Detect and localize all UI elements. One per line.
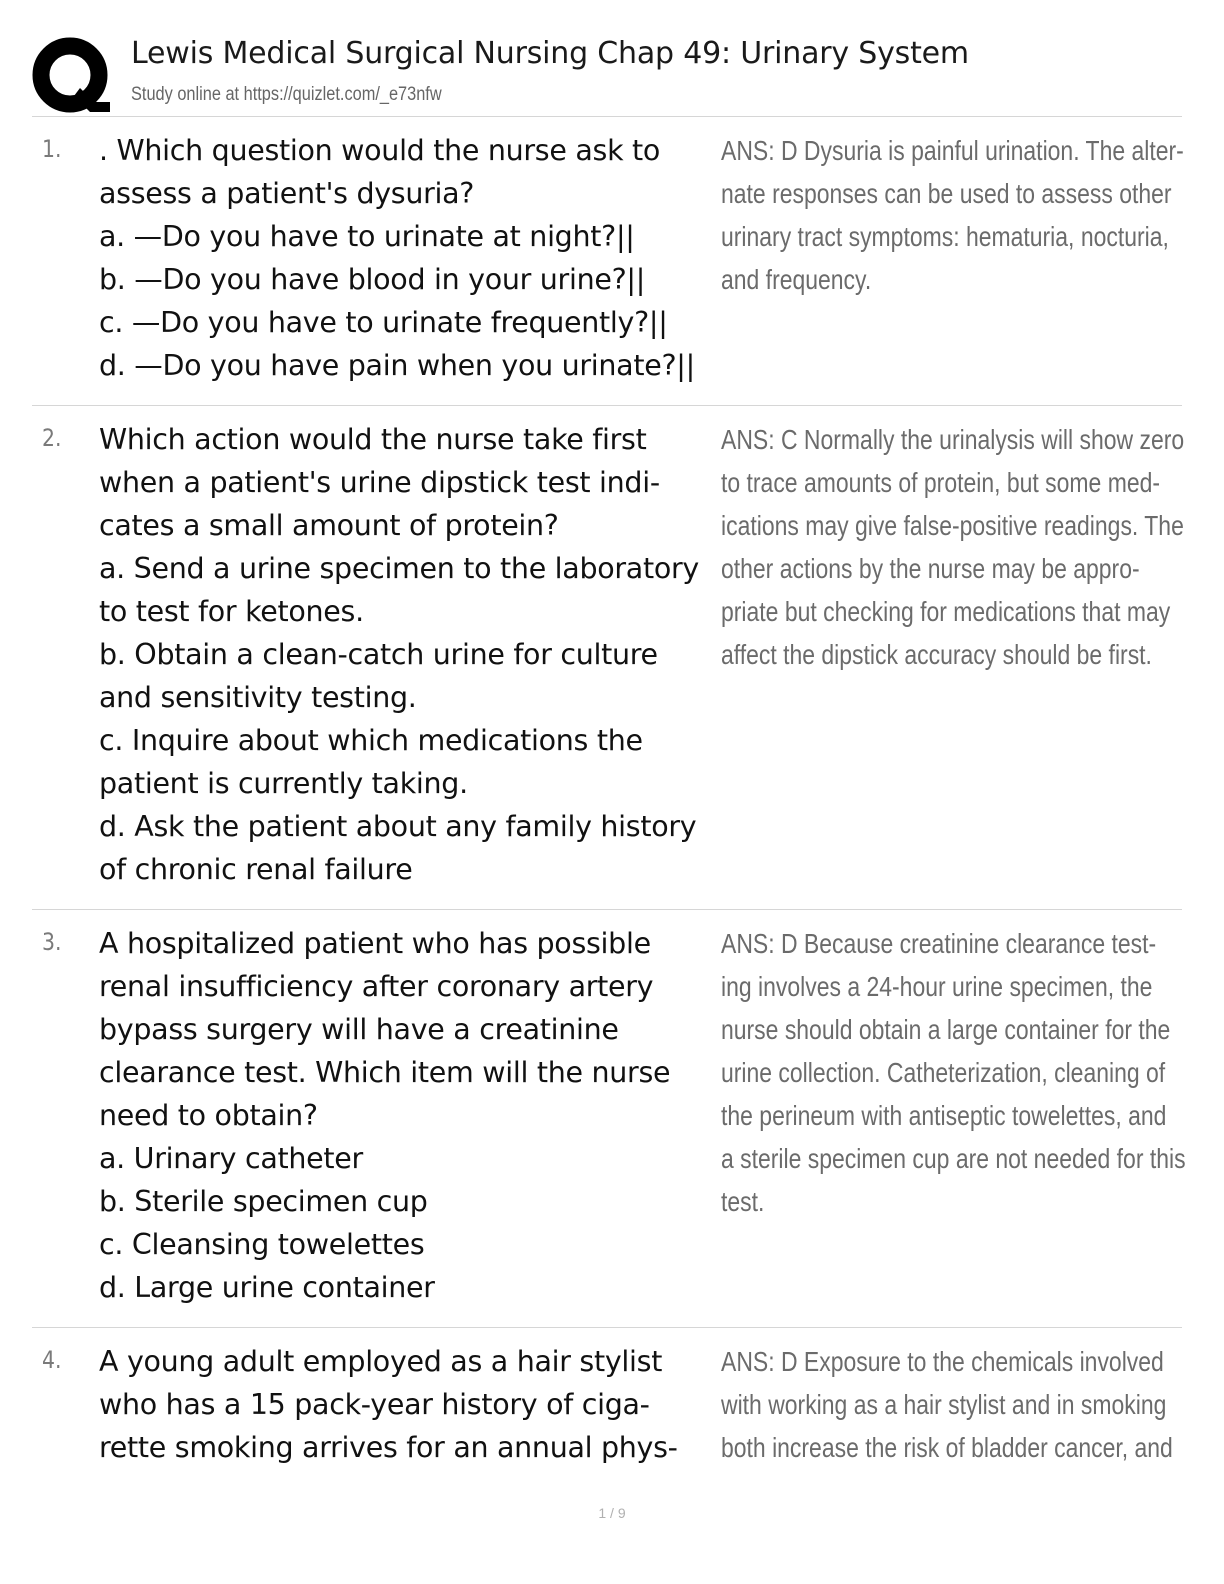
study-online-link[interactable]: Study online at https://quizlet.com/_e73nfw [131, 84, 442, 105]
card-answer [721, 129, 1184, 301]
question-line: d. Ask the patient about any family history [99, 810, 697, 843]
answer-line: ing involves a 24-hour urine specimen, the [721, 971, 1153, 1002]
answer-line: nate responses can be used to assess other [721, 178, 1172, 209]
page-header [32, 30, 1182, 116]
question-line: c. —Do you have to urinate frequently?|| [99, 306, 668, 339]
question-line: d. Large urine container [99, 1271, 435, 1304]
answer-line: urinary tract symptoms: hematuria, nocturia, [721, 221, 1169, 252]
question-line: to test for ketones. [99, 595, 364, 628]
answer-line: with working as a hair stylist and in smoking [721, 1389, 1167, 1420]
answer-line: ANS: D Exposure to the chemicals involved [721, 1346, 1164, 1377]
question-line: . Which question would the nurse ask to [99, 134, 661, 167]
card-answer [721, 922, 1186, 1223]
question-line: b. Sterile specimen cup [99, 1185, 428, 1218]
question-line: a. Send a urine specimen to the laboratory [99, 552, 699, 585]
question-line: a. —Do you have to urinate at night?|| [99, 220, 635, 253]
answer-line: and frequency. [721, 264, 872, 295]
answer-line: ANS: C Normally the urinalysis will show zero [721, 424, 1185, 455]
card-question [99, 1340, 729, 1469]
question-line: A hospitalized patient who has possible [99, 927, 651, 960]
question-line: renal insufficiency after coronary artery [99, 970, 654, 1003]
card-answer [721, 418, 1185, 676]
card-divider [32, 1327, 1182, 1328]
flashcard-3 [32, 922, 1186, 1314]
question-line: c. Inquire about which medications the [99, 724, 643, 757]
card-divider [32, 909, 1182, 910]
header-divider [32, 116, 1182, 117]
card-question [99, 418, 729, 891]
question-line: assess a patient's dysuria? [99, 177, 475, 210]
card-number: 2. [42, 424, 62, 452]
answer-line: both increase the risk of bladder cancer, and [721, 1432, 1173, 1463]
card-number: 3. [42, 928, 62, 956]
page-number: 1 / 9 [598, 1505, 626, 1521]
answer-line: a sterile specimen cup are not needed for this [721, 1143, 1186, 1174]
answer-line: ANS: D Dysuria is painful urination. The alter- [721, 135, 1184, 166]
question-line: cates a small amount of protein? [99, 509, 559, 542]
quizlet-logo-icon [32, 36, 112, 116]
question-line: A young adult employed as a hair stylist [99, 1345, 663, 1378]
card-question [99, 129, 729, 387]
question-line: who has a 15 pack-year history of ciga- [99, 1388, 650, 1421]
card-number: 4. [42, 1346, 62, 1374]
question-line: a. Urinary catheter [99, 1142, 363, 1175]
question-line: d. —Do you have pain when you urinate?|| [99, 349, 695, 382]
question-line: and sensitivity testing. [99, 681, 417, 714]
question-line: rette smoking arrives for an annual phys- [99, 1431, 678, 1464]
question-line: patient is currently taking. [99, 767, 468, 800]
answer-line: priate but checking for medications that may [721, 596, 1171, 627]
question-line: need to obtain? [99, 1099, 318, 1132]
answer-line: affect the dipstick accuracy should be first. [721, 639, 1152, 670]
answer-line: urine collection. Catheterization, cleaning of [721, 1057, 1166, 1088]
flashcard-2 [32, 418, 1185, 894]
question-line: bypass surgery will have a creatinine [99, 1013, 619, 1046]
question-line: c. Cleansing towelettes [99, 1228, 425, 1261]
flashcard-4 [32, 1340, 1182, 1475]
question-line: b. —Do you have blood in your urine?|| [99, 263, 646, 296]
card-divider [32, 405, 1182, 406]
answer-line: to trace amounts of protein, but some med- [721, 467, 1161, 498]
card-number: 1. [42, 135, 62, 163]
answer-line: the perineum with antiseptic towelettes, and [721, 1100, 1167, 1131]
question-line: clearance test. Which item will the nurse [99, 1056, 671, 1089]
question-line: when a patient's urine dipstick test indi- [99, 466, 660, 499]
question-line: Which action would the nurse take first [99, 423, 647, 456]
card-answer [721, 1340, 1173, 1469]
answer-line: test. [721, 1186, 765, 1217]
document-title: Lewis Medical Surgical Nursing Chap 49: Urinary System [131, 36, 969, 71]
answer-line: other actions by the nurse may be appro- [721, 553, 1140, 584]
card-question [99, 922, 729, 1309]
flashcard-1 [32, 129, 1182, 391]
question-line: of chronic renal failure [99, 853, 413, 886]
answer-line: ANS: D Because creatinine clearance test- [721, 928, 1157, 959]
question-line: b. Obtain a clean-catch urine for culture [99, 638, 658, 671]
answer-line: ications may give false-positive readings. The [721, 510, 1184, 541]
answer-line: nurse should obtain a large container for the [721, 1014, 1171, 1045]
